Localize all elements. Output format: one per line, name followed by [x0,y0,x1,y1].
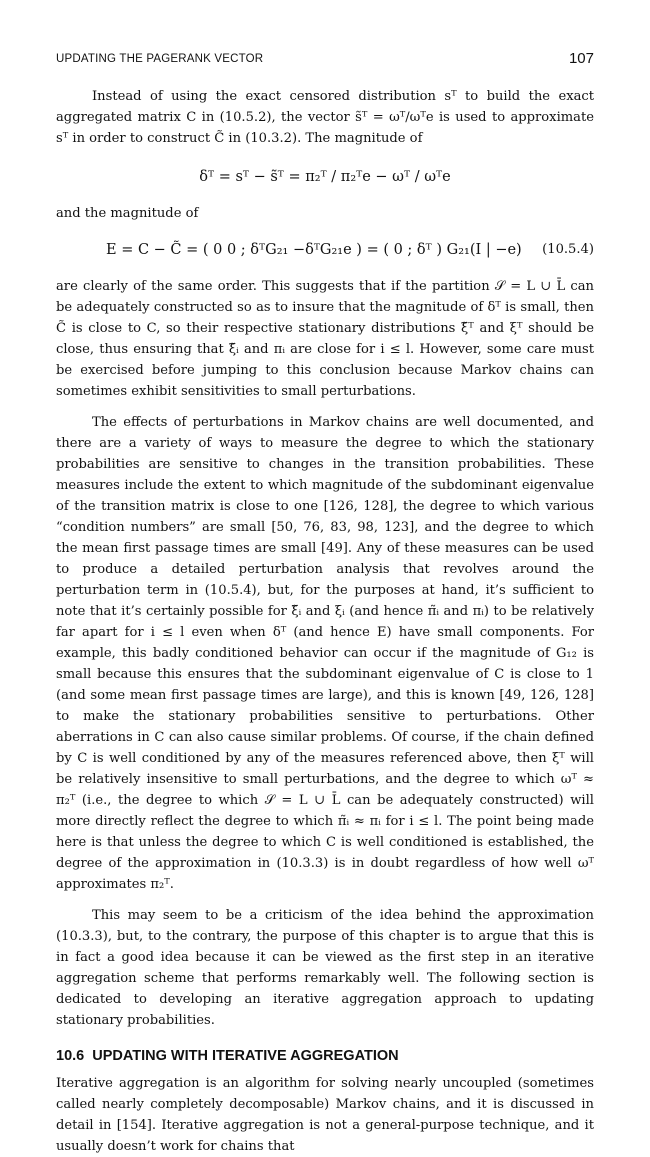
paragraph-6: Iterative aggregation is an algorithm for solving nearly uncoupled (sometimes called nearly completely decomposable) Markov chains, and it is discussed in detail in [154]. Iterative aggregation is not a general-purpose technique, and it usually doesn’t work for chains that [56,1076,594,1154]
running-title: UPDATING THE PAGERANK VECTOR [56,53,264,65]
section-number: 10.6 [56,1048,85,1064]
section-title: UPDATING WITH ITERATIVE AGGREGATION [92,1048,399,1064]
running-header [56,50,594,72]
paragraph-2: and the magnitude of [56,206,199,221]
equation-delta: δᵀ = sᵀ − s̃ᵀ = π₂ᵀ / π₂ᵀe − ωᵀ / ωᵀe [199,169,451,185]
section-heading [56,1045,594,1067]
equation-10-5-4-expression: E = C − C̃ = ( 0 0 ; δᵀG₂₁ −δᵀG₂₁e ) = ( 0 ; δᵀ ) G₂₁(I | −e) [106,242,522,258]
paragraph-4: The effects of perturbations in Markov chains are well documented, and there are a variety of ways to measure the degree to which the stationary probabilities are sensitive to changes in the transition probabilities. These measures include the extent to which magnitude of the subdominant eigenvalue of the transition matrix is close to one [126, 128], the degree to which various “condition numbers” are small [50, 76, 83, 98, 123], and the degree to which the mean first passage times are small [49]. Any of these measures can be used to produce a detailed perturbation analysis that revolves around the perturbation term in (10.5.4), but, for the purposes at hand, it’s sufficient to note that it’s certainly possible for ξ̃ᵢ and ξᵢ (and hence π̃ᵢ and πᵢ) to be relatively far apart for i ≤ l even when δᵀ (and hence E) have small components. For example, this badly conditioned behavior can occur if the magnitude of G₁₂ is small because this ensures that the subdominant eigenvalue of C is close to 1 (and some mean first passage times are large), and this is known [49, 126, 128] to make the stationary probabilities sensitive to perturbations. Other aberrations in C can also cause similar problems. Of course, if the chain defined by C is well conditioned by any of the measures referenced above, then ξᵀ will be relatively insensitive to small perturbations, and the degree to which ωᵀ ≈ π₂ᵀ (i.e., the degree to which 𝒮 = L ∪ L̄ can be adequately constructed) will more directly reflect the degree to which π̃ᵢ ≈ πᵢ for i ≤ l. The point being made here is that unless the degree to which C is well conditioned is established, the degree of the approximation in (10.3.3) is in doubt regardless of how well ωᵀ approximates π₂ᵀ. [56,415,594,892]
text-body [56,86,594,1157]
equation-10-5-4-number: (10.5.4) [542,242,594,257]
paragraph-5: This may seem to be a criticism of the idea behind the approximation (10.3.3), but, to the contrary, the purpose of this chapter is to argue that this is in fact a good idea because it can be viewed as the first step in an iterative aggregation scheme that performs remarkably well. The following section is dedicated to developing an iterative aggregation approach to updating stationary probabilities. [56,908,594,1028]
paragraph-3: are clearly of the same order. This suggests that if the partition 𝒮 = L ∪ L̄ can be adequately constructed so as to insure that the magnitude of δᵀ is small, then C̃ is close to C, so their respective stationary distributions ξ̃ᵀ and ξᵀ should be close, thus ensuring that ξ̃ᵢ and πᵢ are close for i ≤ l. However, some care must be exercised before jumping to this conclusion because Markov chains can sometimes exhibit sensitivities to small perturbations. [56,279,594,399]
paragraph-1: Instead of using the exact censored distribution sᵀ to build the exact aggregated matrix C in (10.5.2), the vector s̃ᵀ = ωᵀ/ωᵀe is used to approximate sᵀ in order to construct C̃ in (10.3.2). The magnitude of [56,89,594,146]
equation-10-5-4 [56,230,594,270]
page-number: 107 [568,50,594,67]
